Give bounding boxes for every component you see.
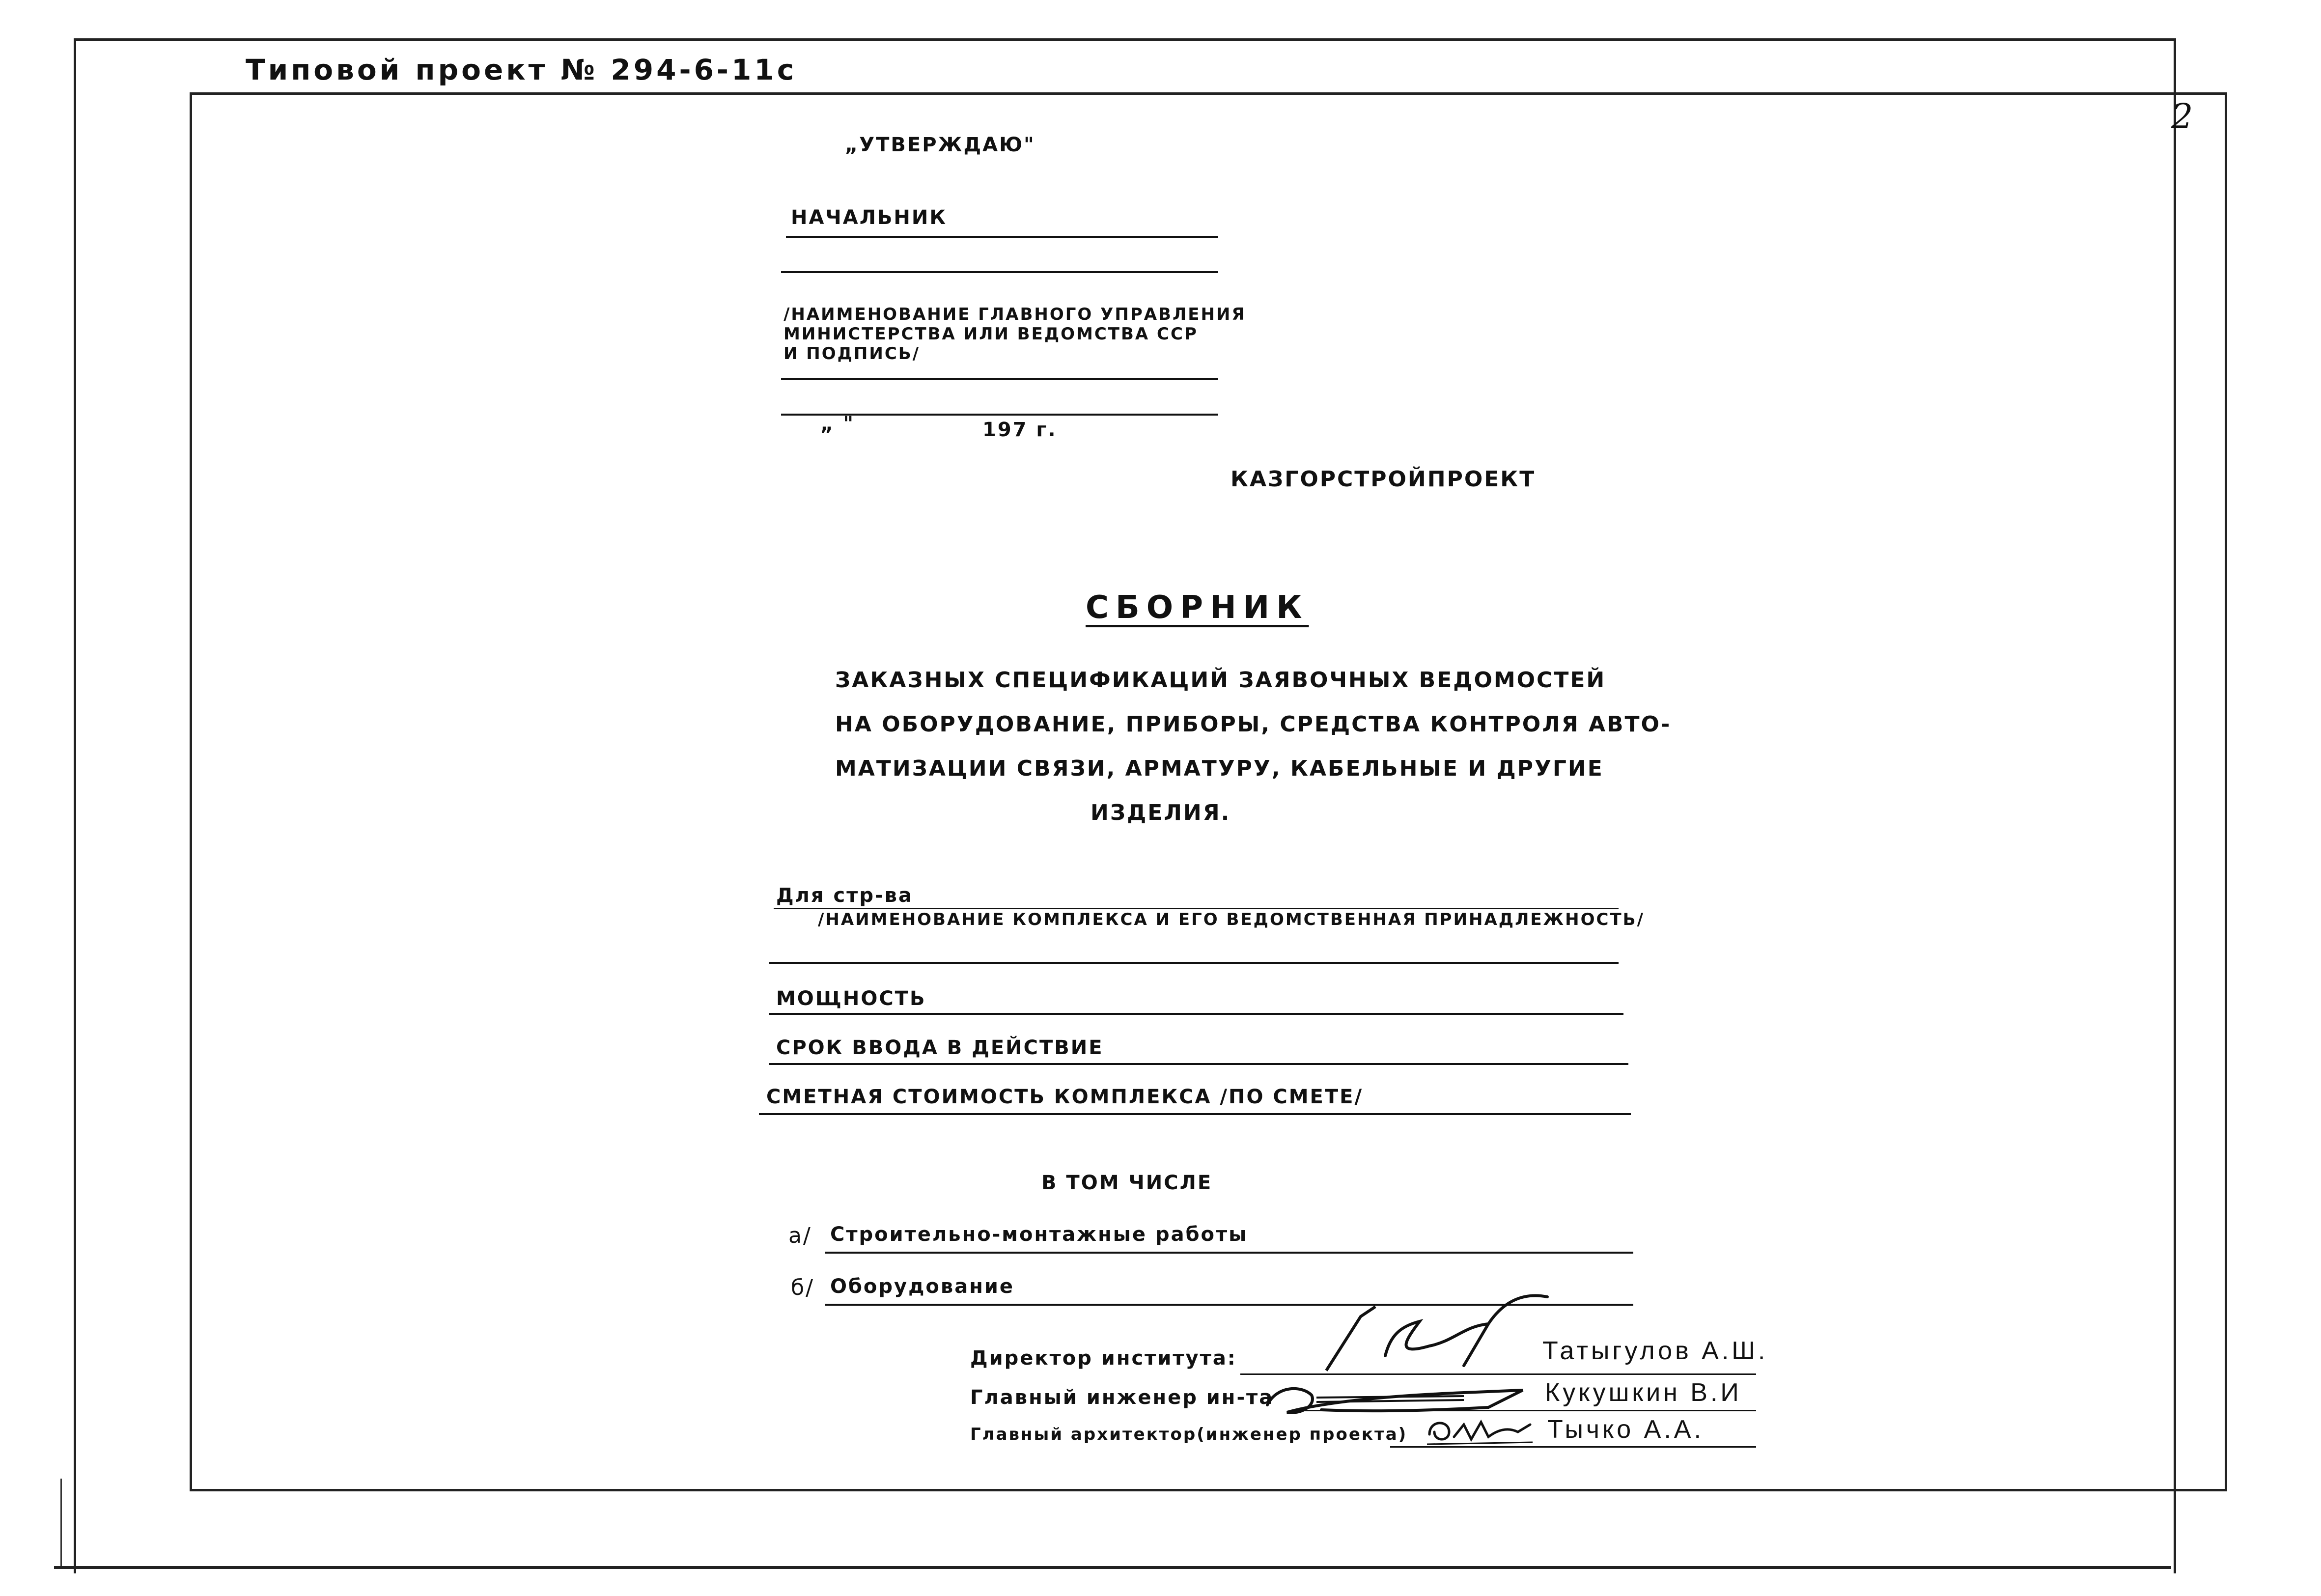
director-role: Директор института: [970,1347,1237,1370]
commissioning-label: СРОК ВВОДА В ДЕЙСТВИЕ [776,1036,1104,1059]
frame-left-extension [60,1479,62,1566]
chief-architect-signature-graphic [1425,1410,1538,1449]
item-a-label: Строительно-монтажные работы [830,1223,1248,1246]
approval-caption [783,305,1246,364]
chief-architect-role: Главный архитектор(инженер проекта) [970,1425,1408,1444]
project-label: Типовой проект № 294-6-11с [246,53,797,86]
commissioning-line [769,1063,1628,1065]
item-a-letter: а/ [788,1223,812,1248]
subtitle-line-1: ЗАКАЗНЫХ СПЕЦИФИКАЦИЙ ЗАЯВОЧНЫХ ВЕДОМОСТЕЙ [835,668,1606,693]
approval-caption-line2: МИНИСТЕРСТВА ИЛИ ВЕДОМСТВА ССР [783,324,1198,344]
including-label: В ТОМ ЧИСЛЕ [1041,1172,1213,1194]
approval-date-quotes: „ " [820,413,855,435]
approval-position-line [786,236,1218,238]
director-name: Татыгулов А.Ш. [1542,1337,1768,1365]
approval-position: НАЧАЛЬНИК [791,206,948,229]
item-a-line [825,1252,1633,1254]
document-subtitle [835,658,1671,835]
approval-caption-line1: /НАИМЕНОВАНИЕ ГЛАВНОГО УПРАВЛЕНИЯ [783,305,1246,324]
estimated-cost-label: СМЕТНАЯ СТОИМОСТЬ КОМПЛЕКСА /ПО СМЕТЕ/ [766,1086,1364,1108]
estimated-cost-line [759,1113,1631,1115]
approval-blank-line [781,271,1218,273]
approval-caption-line [781,378,1218,380]
approval-caption-line3: И ПОДПИСЬ/ [783,344,921,364]
capacity-line [769,1013,1623,1015]
subtitle-line-3: МАТИЗАЦИИ СВЯЗИ, АРМАТУРУ, КАБЕЛЬНЫЕ И ДРУГИЕ [835,756,1604,781]
construction-line [774,908,1619,909]
director-signature-graphic [1316,1287,1572,1375]
approval-date-year: 197 г. [982,419,1057,441]
item-b-letter: б/ [791,1275,814,1300]
approval-stamp: „УТВЕРЖДАЮ" [845,134,1035,156]
chief-engineer-name: Кукушкин В.И [1545,1378,1742,1407]
page-number: 2 [2171,96,2193,137]
chief-engineer-role: Главный инженер ин-та [970,1386,1274,1409]
bottom-rule [54,1566,2171,1569]
construction-label: Для стр-ва [776,884,913,907]
subtitle-line-2: НА ОБОРУДОВАНИЕ, ПРИБОРЫ, СРЕДСТВА КОНТРОЛЯ АВТО- [835,712,1672,737]
item-b-label: Оборудование [830,1275,1015,1298]
complex-caption: /НАИМЕНОВАНИЕ КОМПЛЕКСА И ЕГО ВЕДОМСТВЕННАЯ ПРИНАДЛЕЖНОСТЬ/ [818,910,1645,929]
subtitle-line-4: ИЗДЕЛИЯ. [1091,800,1231,825]
document-title: СБОРНИК [1086,589,1309,626]
capacity-label: МОЩНОСТЬ [776,987,926,1010]
organization-name: КАЗГОРСТРОЙПРОЕКТ [1230,467,1536,492]
complex-line [769,962,1619,964]
chief-architect-name: Тычко А.А. [1547,1415,1704,1444]
